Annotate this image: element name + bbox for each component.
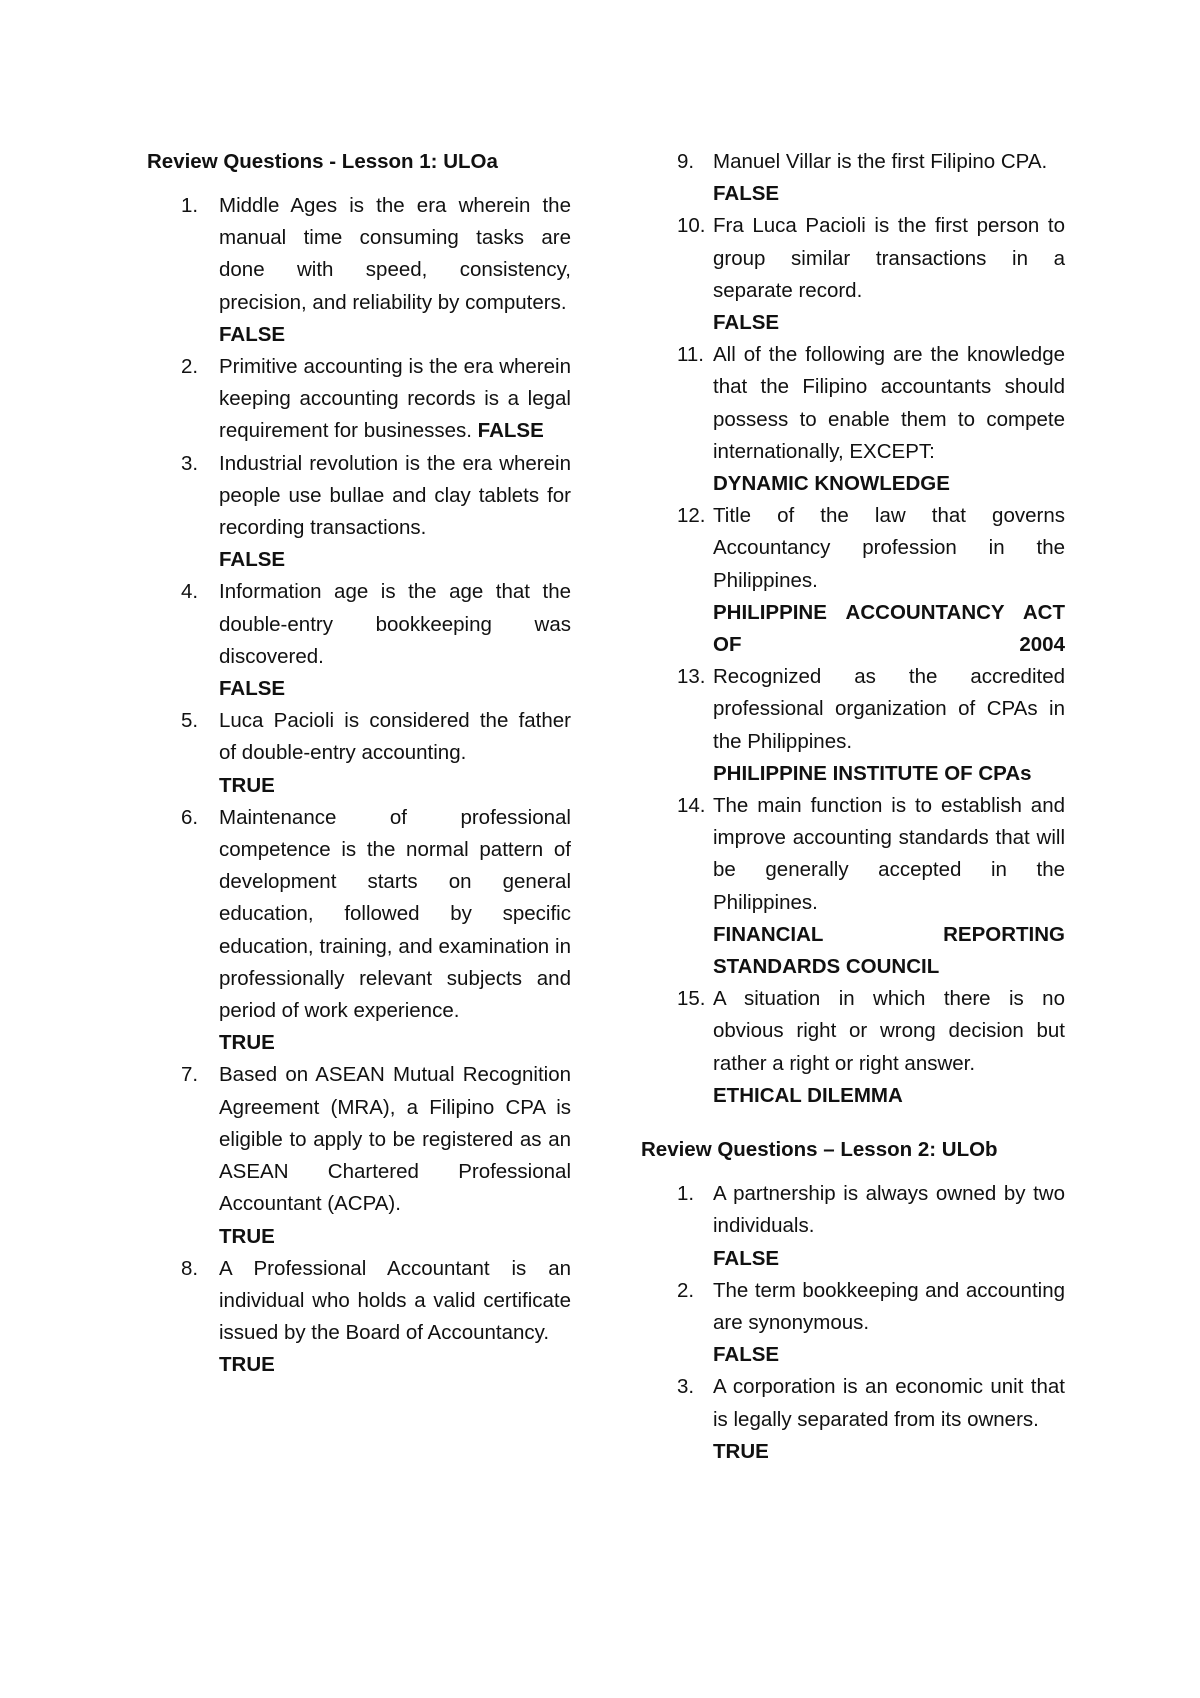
question-text: A Professional Accountant is an individual who holds a valid certificate issued by the Board of Accountancy. <box>219 1256 571 1345</box>
question-answer: FALSE <box>219 548 286 572</box>
question-item <box>147 351 571 448</box>
question-answer: FALSE <box>219 677 286 701</box>
question-answer: PHILIPPINE ACCOUNTANCY ACT OF 2004 <box>713 600 1065 657</box>
question-text: All of the following are the knowledge that the Filipino accountants should possess to enable them to compete internationally, EXCEPT: <box>713 343 1065 463</box>
question-answer: DYNAMIC KNOWLEDGE <box>713 472 950 496</box>
question-number: 14. <box>677 794 706 818</box>
question-item <box>147 802 571 1060</box>
question-number: 11. <box>677 343 704 367</box>
question-text: Recognized as the accredited professional organization of CPAs in the Philippines. <box>713 665 1065 753</box>
question-text: A partnership is always owned by two individuals. <box>713 1182 1065 1238</box>
left-column <box>147 146 571 1382</box>
question-number: 6. <box>181 805 199 829</box>
question-number: 3. <box>181 451 199 475</box>
question-answer: TRUE <box>219 773 275 797</box>
question-item <box>147 576 571 705</box>
question-item <box>641 210 1065 339</box>
question-answer: FINANCIAL REPORTING STANDARDS COUNCIL <box>713 922 1065 979</box>
question-text: Primitive accounting is the era wherein keeping accounting records is a legal requirement for businesses. <box>219 355 571 443</box>
question-item <box>641 661 1065 790</box>
question-answer: TRUE <box>219 1031 275 1055</box>
question-item <box>641 146 1065 210</box>
question-number: 1. <box>181 194 199 217</box>
question-text: Maintenance of professional competence is the normal pattern of development starts on general education, followed by specific education, training, and examination in professionally relevant subjects and period of work experience. <box>219 805 571 1023</box>
lesson1-question-list-continued <box>641 146 1065 1112</box>
question-answer: TRUE <box>219 1224 275 1248</box>
question-text: Information age is the age that the double-entry bookkeeping was discovered. <box>219 580 571 668</box>
question-number: 15. <box>677 987 706 1011</box>
question-number: 5. <box>181 709 199 733</box>
question-text: Fra Luca Pacioli is the first person to group similar transactions in a separate record. <box>713 214 1065 302</box>
lesson2-heading: Review Questions – Lesson 2: ULOb <box>641 1138 998 1162</box>
question-item <box>641 1371 1065 1468</box>
question-item <box>147 1059 571 1252</box>
question-text: Industrial revolution is the era wherein people use bullae and clay tablets for recording transactions. <box>219 451 571 540</box>
question-answer: ETHICAL DILEMMA <box>713 1083 903 1107</box>
question-answer: FALSE <box>477 419 544 443</box>
question-text: The term bookkeeping and accounting are synonymous. <box>713 1278 1065 1334</box>
question-answer: TRUE <box>219 1353 275 1377</box>
question-item <box>641 983 1065 1112</box>
question-number: 4. <box>181 580 199 604</box>
question-number: 2. <box>181 355 199 379</box>
question-item <box>641 339 1065 500</box>
question-text: The main function is to establish and improve accounting standards that will be generally accepted in the Philippines. <box>713 794 1065 914</box>
question-text: A situation in which there is no obvious right or wrong decision but rather a right or right answer. <box>713 987 1065 1075</box>
question-answer: FALSE <box>713 1343 780 1367</box>
question-number: 8. <box>181 1256 199 1280</box>
question-number: 3. <box>677 1375 695 1399</box>
question-answer: FALSE <box>713 311 780 335</box>
right-column <box>641 146 1065 1468</box>
question-number: 12. <box>677 504 706 528</box>
question-answer: PHILIPPINE INSTITUTE OF CPAs <box>713 761 1032 785</box>
question-answer: FALSE <box>713 1246 780 1270</box>
question-number: 10. <box>677 214 706 238</box>
question-text: Title of the law that governs Accountancy profession in the Philippines. <box>713 504 1065 592</box>
question-text: Middle Ages is the era wherein the manual time consuming tasks are done with speed, consistency, precision, and reliability by computers. <box>219 194 571 314</box>
question-item <box>147 705 571 802</box>
question-text: A corporation is an economic unit that is legally separated from its owners. <box>713 1375 1065 1431</box>
question-item <box>641 500 1065 661</box>
question-item <box>641 1178 1065 1275</box>
lesson2-question-list <box>641 1178 1065 1468</box>
question-number: 1. <box>677 1182 695 1206</box>
question-text: Luca Pacioli is considered the father of double-entry accounting. <box>219 709 571 765</box>
question-number: 13. <box>677 665 706 689</box>
question-item <box>641 790 1065 983</box>
question-number: 9. <box>677 150 695 173</box>
question-number: 2. <box>677 1278 695 1302</box>
question-number: 7. <box>181 1063 199 1087</box>
question-text: Manuel Villar is the first Filipino CPA. <box>713 150 1048 173</box>
question-answer: TRUE <box>713 1439 769 1463</box>
question-item <box>147 1253 571 1382</box>
question-item <box>641 1275 1065 1372</box>
question-answer: FALSE <box>219 322 286 346</box>
question-answer: FALSE <box>713 182 780 206</box>
question-item <box>147 190 571 351</box>
question-text: Based on ASEAN Mutual Recognition Agreement (MRA), a Filipino CPA is eligible to apply to be registered as an ASEAN Chartered Professional Accountant (ACPA). <box>219 1063 571 1216</box>
question-item <box>147 448 571 577</box>
lesson1-heading: Review Questions - Lesson 1: ULOa <box>147 150 498 173</box>
lesson1-question-list <box>147 190 571 1382</box>
question-text-wrap <box>219 351 571 448</box>
